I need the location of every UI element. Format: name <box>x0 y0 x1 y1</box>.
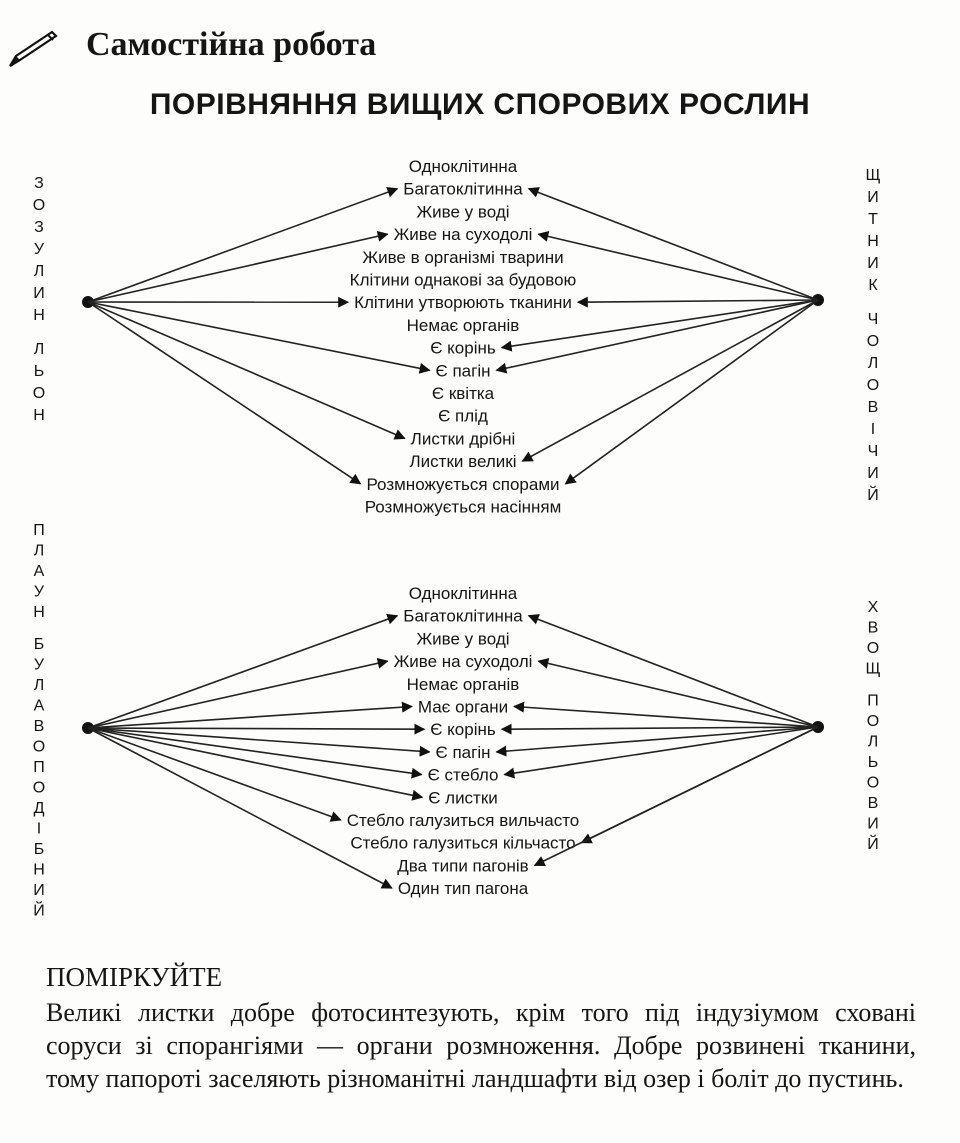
feature-label: Багатоклітинна <box>403 606 523 626</box>
left-link-arrow <box>88 728 430 752</box>
feature-label: Є корінь <box>430 720 496 740</box>
feature-label: Стебло галузиться кільчасто <box>350 833 576 853</box>
feature-label: Є стебло <box>427 765 499 785</box>
feature-label: Є корінь <box>430 338 496 358</box>
feature-label: Клітини утворюють тканини <box>354 293 572 313</box>
page-title: ПОРІВНЯННЯ ВИЩИХ СПОРОВИХ РОСЛИН <box>149 88 811 121</box>
right-plant-name: Щ И Т Н И К Ч О Л О В І Ч И Й <box>865 167 881 505</box>
left-link-arrow <box>88 728 422 797</box>
feature-label: Багатоклітинна <box>403 179 523 199</box>
left-plant-name: П Л А У Н Б У Л А В О П О Д І Б Н И Й <box>32 522 46 920</box>
right-link-arrow <box>496 727 818 752</box>
right-link-arrow <box>538 234 818 300</box>
feature-label: Листки великі <box>409 452 517 472</box>
diagram-clubmoss-vs-horsetail <box>33 522 881 919</box>
feature-label: Має органи <box>417 697 509 717</box>
diagram-moss-vs-fern <box>33 157 881 517</box>
right-link-arrow <box>522 300 818 461</box>
feature-label: Живе у воді <box>416 202 510 222</box>
left-link-arrow <box>88 728 392 888</box>
right-plant-name: Х В О Щ П О Л Ь О В И Й <box>865 599 881 853</box>
feature-label: Одноклітинна <box>408 157 518 176</box>
feature-label: Один тип пагона <box>397 879 529 899</box>
feature-label: Немає органів <box>406 674 520 694</box>
feature-label: Розмножується насінням <box>364 497 562 517</box>
section-heading: Самостійна робота <box>86 26 377 63</box>
feature-label: Живе в організмі тварини <box>362 247 564 267</box>
left-link-arrow <box>88 728 341 820</box>
feature-label: Листки дрібні <box>410 429 516 449</box>
feature-label: Є пагін <box>435 742 491 762</box>
feature-label: Стебло галузиться вильчасто <box>346 811 580 830</box>
think-paragraph: Великі листки добре фотосинтезують, крім того під індузіумом сховані соруси зі спорангіями — органи розмноження. Добре розвинені тканини, тому папороті заселяють різноманітні ландшафти від озер і боліт до пустинь. <box>46 998 916 1093</box>
feature-label: Живе на суходолі <box>393 652 533 672</box>
feature-label: Живе на суходолі <box>393 225 533 245</box>
left-link-arrow <box>88 728 422 775</box>
left-plant-name: З О З У Л И Н Л Ь О Н <box>32 175 46 425</box>
left-link-arrow <box>88 234 388 302</box>
feature-label: Розмножується спорами <box>366 474 560 494</box>
feature-label: Одноклітинна <box>408 584 518 603</box>
feature-label: Два типи пагонів <box>397 856 529 876</box>
feature-label: Є листки <box>428 788 498 808</box>
right-link-arrow <box>578 300 818 302</box>
right-link-arrow <box>502 727 818 729</box>
feature-label: Немає органів <box>406 315 520 335</box>
feature-label: Є плід <box>438 406 488 426</box>
left-link-arrow <box>88 302 405 438</box>
left-link-arrow <box>88 728 424 729</box>
feature-label: Є квітка <box>431 384 495 403</box>
feature-label: Живе у воді <box>416 629 510 649</box>
feature-label: Є пагін <box>435 361 491 381</box>
feature-label: Клітини однакові за будовою <box>349 270 577 290</box>
think-heading: ПОМІРКУЙТЕ <box>46 962 223 992</box>
